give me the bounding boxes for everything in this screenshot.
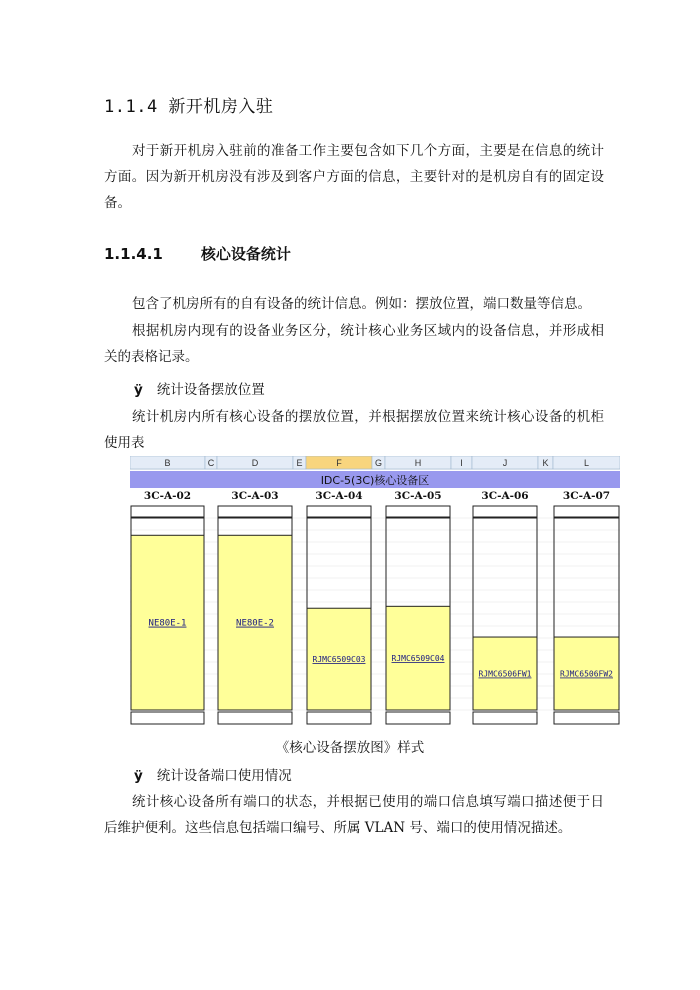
paragraph-5: 统计核心设备所有端口的状态，并根据已使用的端口信息填写端口描述便于日后维护便利。这些信息包括端口编号、所属 VLAN 号、端口的使用情况描述。 <box>104 794 604 836</box>
subsection-heading <box>104 243 291 264</box>
paragraph-2: 包含了机房所有的自有设备的统计信息。例如：摆放位置，端口数量等信息。 <box>132 296 591 312</box>
section-heading: 1.1.4 新开机房入驻 <box>104 97 274 117</box>
cabinet-label: 3C-A-04 <box>315 490 363 502</box>
bullet-symbol: ÿ <box>134 382 143 398</box>
intro-paragraph: 对于新开机房入驻前的准备工作主要包含如下几个方面，主要是在信息的统计方面。因为新开机房没有涉及到客户方面的信息，主要针对的是机房自有的固定设备。 <box>104 143 604 211</box>
cabinet-bottom-unit <box>218 712 292 724</box>
column-header-label: B <box>164 458 171 468</box>
bullet-text: 统计设备摆放位置 <box>156 382 265 398</box>
bullet-symbol: ÿ <box>134 768 143 784</box>
cabinet-label: 3C-A-07 <box>562 490 611 502</box>
zone-banner-label: IDC-5(3C)核心设备区 <box>320 474 430 487</box>
subsection-title: 核心设备统计 <box>200 245 291 263</box>
bullet-item-2 <box>134 764 292 784</box>
figure-caption: 《核心设备摆放图》样式 <box>275 740 425 756</box>
column-header-label: K <box>542 458 549 468</box>
column-header-label: H <box>414 458 422 468</box>
cabinet-top-unit <box>307 506 371 517</box>
device-label: RJMC6509C04 <box>391 654 445 664</box>
paragraph-3: 根据机房内现有的设备业务区分，统计核心业务区域内的设备信息，并形成相关的表格记录。 <box>104 323 604 365</box>
device-label: RJMC6509C03 <box>312 655 366 665</box>
column-header-label: G <box>374 458 383 468</box>
paragraph-4: 统计机房内所有核心设备的摆放位置，并根据摆放位置来统计核心设备的机柜使用表 <box>104 409 604 451</box>
cabinet-label: 3C-A-05 <box>394 490 442 502</box>
cabinet-label: 3C-A-03 <box>231 490 279 502</box>
cabinet-top-unit <box>131 506 204 517</box>
cabinet-layout-sheet <box>130 456 620 725</box>
column-header-label: D <box>251 458 259 468</box>
cabinet-bottom-unit <box>131 712 204 724</box>
device-label: NE80E-1 <box>148 618 187 629</box>
column-header-label: J <box>502 458 508 468</box>
cabinet-bottom-unit <box>386 712 450 724</box>
cabinet-label: 3C-A-02 <box>143 490 192 502</box>
cabinet-top-unit <box>473 506 537 517</box>
cabinet-label: 3C-A-06 <box>481 490 529 502</box>
device-label: RJMC6506FW2 <box>560 669 613 679</box>
cabinet-top-unit <box>218 506 292 517</box>
device-label: NE80E-2 <box>236 618 274 629</box>
cabinet-bottom-unit <box>554 712 619 724</box>
column-header-label: L <box>583 458 590 468</box>
column-header-label: F <box>336 458 342 468</box>
bullet-text: 统计设备端口使用情况 <box>156 768 292 784</box>
bullet-item-1 <box>134 378 265 398</box>
subsection-number: 1.1.4.1 <box>104 245 163 263</box>
cabinet-bottom-unit <box>307 712 371 724</box>
device-label: RJMC6506FW1 <box>478 669 532 679</box>
cabinet-top-unit <box>386 506 450 517</box>
cabinet-bottom-unit <box>473 712 537 724</box>
column-header-label: E <box>296 458 303 468</box>
cabinet-top-unit <box>554 506 619 517</box>
column-header-label: I <box>460 458 463 468</box>
column-header-label: C <box>207 458 215 468</box>
